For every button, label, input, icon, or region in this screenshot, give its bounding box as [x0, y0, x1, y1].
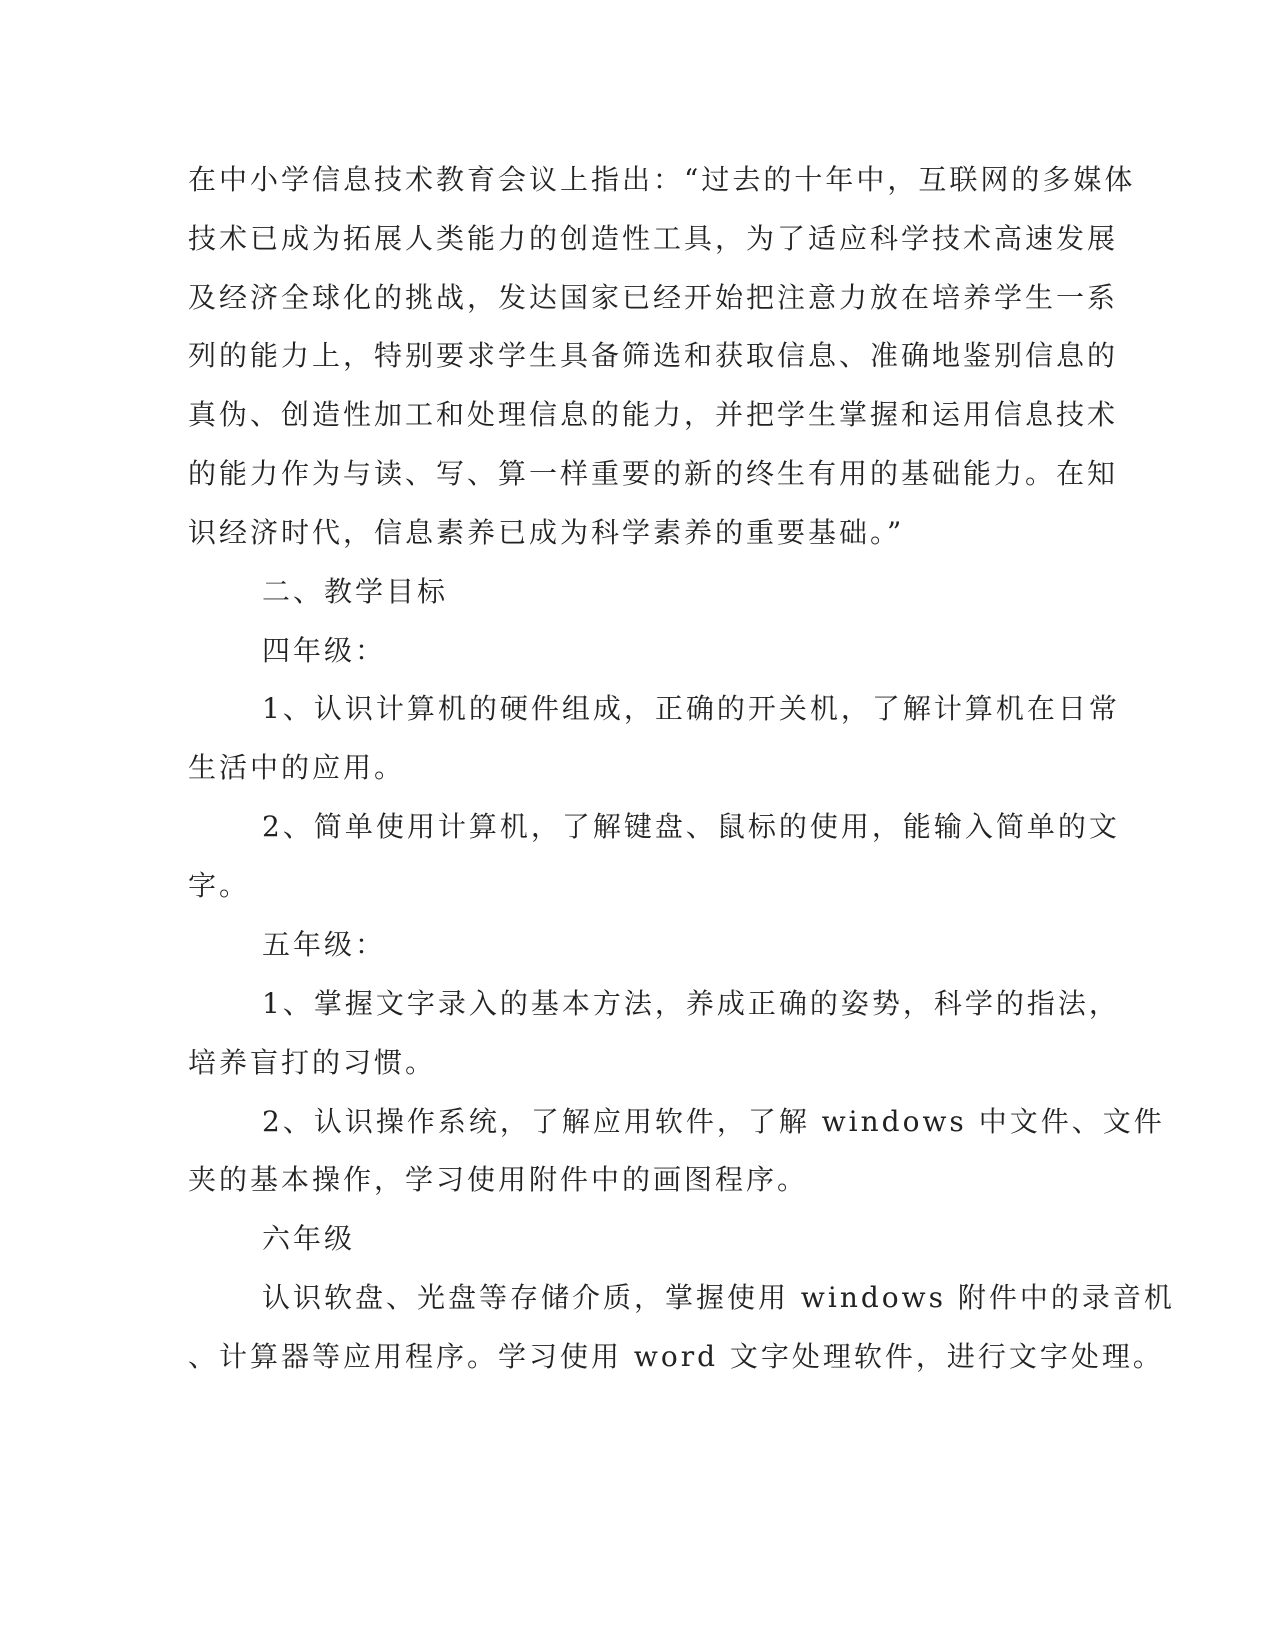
list-item-line: 字。	[188, 869, 251, 902]
paragraph-line: 、计算器等应用程序。学习使用 word 文字处理软件，进行文字处理。	[188, 1340, 1164, 1373]
list-item-line: 培养盲打的习惯。	[188, 1046, 437, 1079]
list-item-line: 生活中的应用。	[188, 751, 406, 784]
paragraph-line: 认识软盘、光盘等存储介质，掌握使用 windows 附件中的录音机	[262, 1281, 1175, 1314]
list-item-line: 2、简单使用计算机，了解键盘、鼠标的使用，能输入简单的文	[262, 810, 1120, 843]
grade-heading: 六年级	[262, 1222, 356, 1255]
paragraph-line: 及经济全球化的挑战，发达国家已经开始把注意力放在培养学生一系	[188, 281, 1119, 314]
paragraph-line: 真伪、创造性加工和处理信息的能力，并把学生掌握和运用信息技术	[188, 398, 1119, 431]
paragraph-line: 在中小学信息技术教育会议上指出：“过去的十年中，互联网的多媒体	[188, 163, 1136, 196]
paragraph-line: 技术已成为拓展人类能力的创造性工具，为了适应科学技术高速发展	[188, 222, 1119, 255]
grade-heading: 四年级：	[262, 634, 387, 667]
section-heading: 二、教学目标	[262, 575, 449, 608]
paragraph-line: 列的能力上，特别要求学生具备筛选和获取信息、准确地鉴别信息的	[188, 339, 1119, 372]
list-item-line: 2、认识操作系统，了解应用软件，了解 windows 中文件、文件	[262, 1105, 1165, 1138]
paragraph-line: 的能力作为与读、写、算一样重要的新的终生有用的基础能力。在知	[188, 457, 1119, 490]
list-item-line: 1、掌握文字录入的基本方法，养成正确的姿势，科学的指法，	[262, 987, 1120, 1020]
list-item-line: 1、认识计算机的硬件组成，正确的开关机，了解计算机在日常	[262, 692, 1120, 725]
grade-heading: 五年级：	[262, 928, 387, 961]
list-item-line: 夹的基本操作，学习使用附件中的画图程序。	[188, 1163, 809, 1196]
paragraph-line: 识经济时代，信息素养已成为科学素养的重要基础。”	[188, 516, 905, 549]
